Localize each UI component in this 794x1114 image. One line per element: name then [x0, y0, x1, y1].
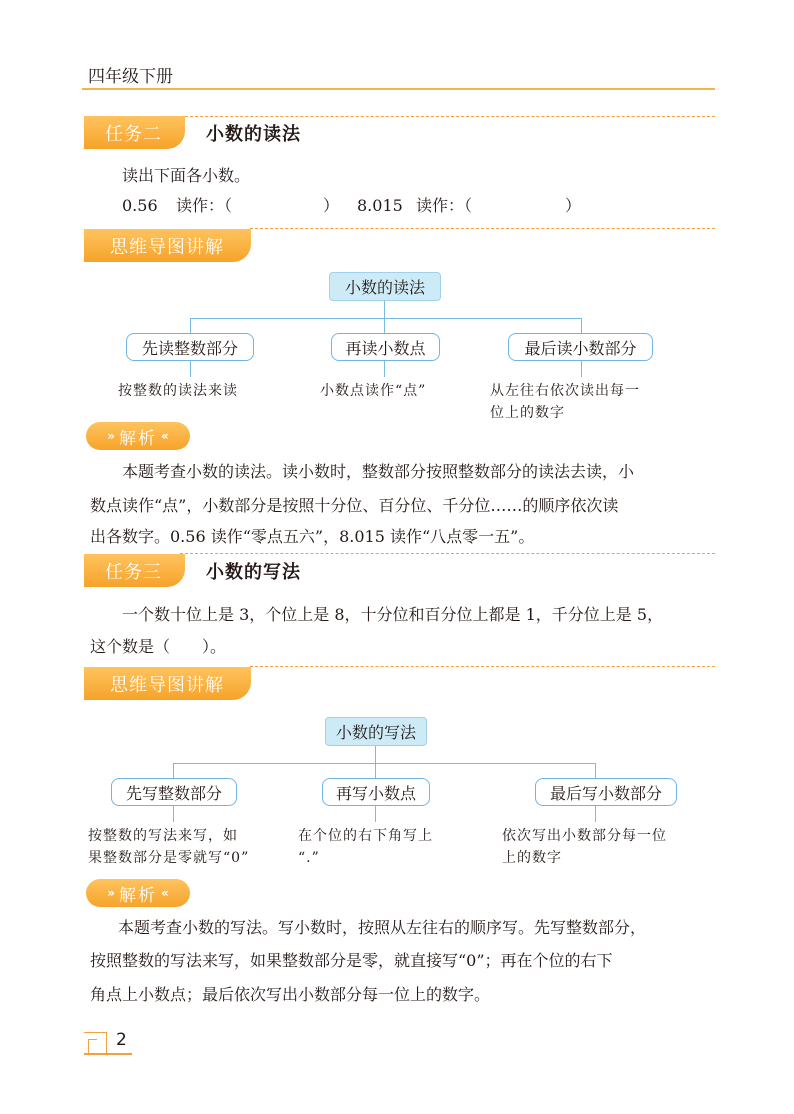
task3-question-1: 一个数十位上是 3，个位上是 8，十分位和百分位上都是 1，千分位上是 5，	[122, 605, 664, 624]
connector	[581, 318, 582, 334]
mindmap2-tag: 思维导图讲解	[84, 667, 251, 700]
mindmap2-root: 小数的写法	[325, 717, 427, 746]
task2-q2-close: ）	[565, 196, 582, 215]
mindmap2-note-decimal-1: 依次写出小数部分每一位	[502, 828, 667, 844]
double-chevron-right-icon: »	[107, 429, 115, 443]
analysis2-label: 解析	[119, 885, 157, 906]
analysis1-label: 解析	[119, 428, 157, 449]
connector	[595, 806, 596, 822]
analysis2-line-3: 角点上小数点；最后依次写出小数部分每一位上的数字。	[90, 985, 491, 1004]
task2-q1-close: ）	[323, 196, 340, 215]
header-rule	[82, 88, 715, 90]
connector	[375, 763, 376, 779]
task3-title: 小数的写法	[206, 562, 301, 583]
task2-q1-label: 读作：（	[176, 196, 233, 215]
connector	[384, 301, 385, 318]
task2-title: 小数的读法	[206, 124, 301, 145]
mindmap1-node-integer: 先读整数部分	[126, 333, 254, 361]
mindmap1-note-point: 小数点读作“点”	[320, 383, 427, 399]
connector	[595, 763, 596, 779]
mindmap2-note-point-1: 在个位的右下角写上	[298, 828, 433, 844]
connector	[384, 361, 385, 377]
double-chevron-left-icon: «	[161, 886, 169, 900]
mindmap1-note-decimal-1: 从左往右依次读出每一	[490, 383, 640, 399]
mindmap1-node-point: 再读小数点	[331, 333, 440, 361]
connector	[190, 361, 191, 377]
mindmap2-note-integer-2: 果整数部分是零就写“0”	[88, 850, 250, 866]
double-chevron-left-icon: «	[161, 429, 169, 443]
connector	[173, 763, 596, 764]
divider	[250, 228, 715, 229]
connector	[375, 806, 376, 822]
mindmap2-note-integer-1: 按整数的写法来写，如	[88, 828, 238, 844]
mindmap1-note-decimal-2: 位上的数字	[490, 405, 565, 421]
connector	[375, 746, 376, 763]
analysis2-line-1: 本题考查小数的写法。写小数时，按照从左往右的顺序写。先写整数部分，	[118, 918, 647, 937]
task2-instruction: 读出下面各小数。	[122, 166, 251, 185]
analysis1-line-3: 出各数字。0.56 读作“零点五六”，8.015 读作“八点零一五”。	[90, 527, 535, 546]
analysis1-line-1: 本题考查小数的读法。读小数时，整数部分按照整数部分的读法去读，小	[122, 462, 635, 481]
mindmap1-note-integer: 按整数的读法来读	[118, 383, 238, 399]
footer-rule	[84, 1053, 132, 1055]
task2-q2-label: 读作：（	[416, 196, 473, 215]
analysis1-badge	[86, 422, 190, 450]
mindmap2-node-point: 再写小数点	[322, 778, 430, 806]
mindmap1-tag: 思维导图讲解	[84, 229, 251, 262]
divider	[180, 553, 715, 554]
mindmap2-node-integer: 先写整数部分	[111, 778, 237, 806]
connector	[581, 361, 582, 377]
analysis2-badge	[86, 879, 190, 907]
connector	[190, 318, 191, 334]
connector	[190, 318, 582, 319]
page-corner-icon	[84, 1032, 107, 1054]
mindmap1-node-decimal: 最后读小数部分	[508, 333, 653, 361]
task3-question-2: 这个数是（ ）。	[90, 637, 227, 656]
task3-tag: 任务三	[84, 554, 185, 587]
task2-q2-number: 8.015	[357, 196, 403, 215]
mindmap1-root: 小数的读法	[329, 272, 441, 301]
divider	[180, 116, 715, 117]
mindmap2-note-decimal-2: 上的数字	[502, 850, 562, 866]
task2-tag: 任务二	[84, 116, 185, 149]
analysis1-line-2: 数点读作“点”，小数部分是按照十分位、百分位、千分位……的顺序依次读	[90, 496, 619, 515]
task2-q1-number: 0.56	[122, 196, 158, 215]
connector	[384, 318, 385, 334]
mindmap2-node-decimal: 最后写小数部分	[535, 778, 677, 806]
page-number: 2	[116, 1030, 127, 1050]
analysis2-line-2: 按照整数的写法来写，如果整数部分是零，就直接写“0”；再在个位的右下	[90, 951, 613, 970]
double-chevron-right-icon: »	[107, 886, 115, 900]
connector	[173, 763, 174, 779]
divider	[250, 666, 715, 667]
connector	[173, 806, 174, 822]
mindmap2-note-point-2: “.”	[298, 850, 320, 866]
book-title: 四年级下册	[88, 67, 173, 87]
